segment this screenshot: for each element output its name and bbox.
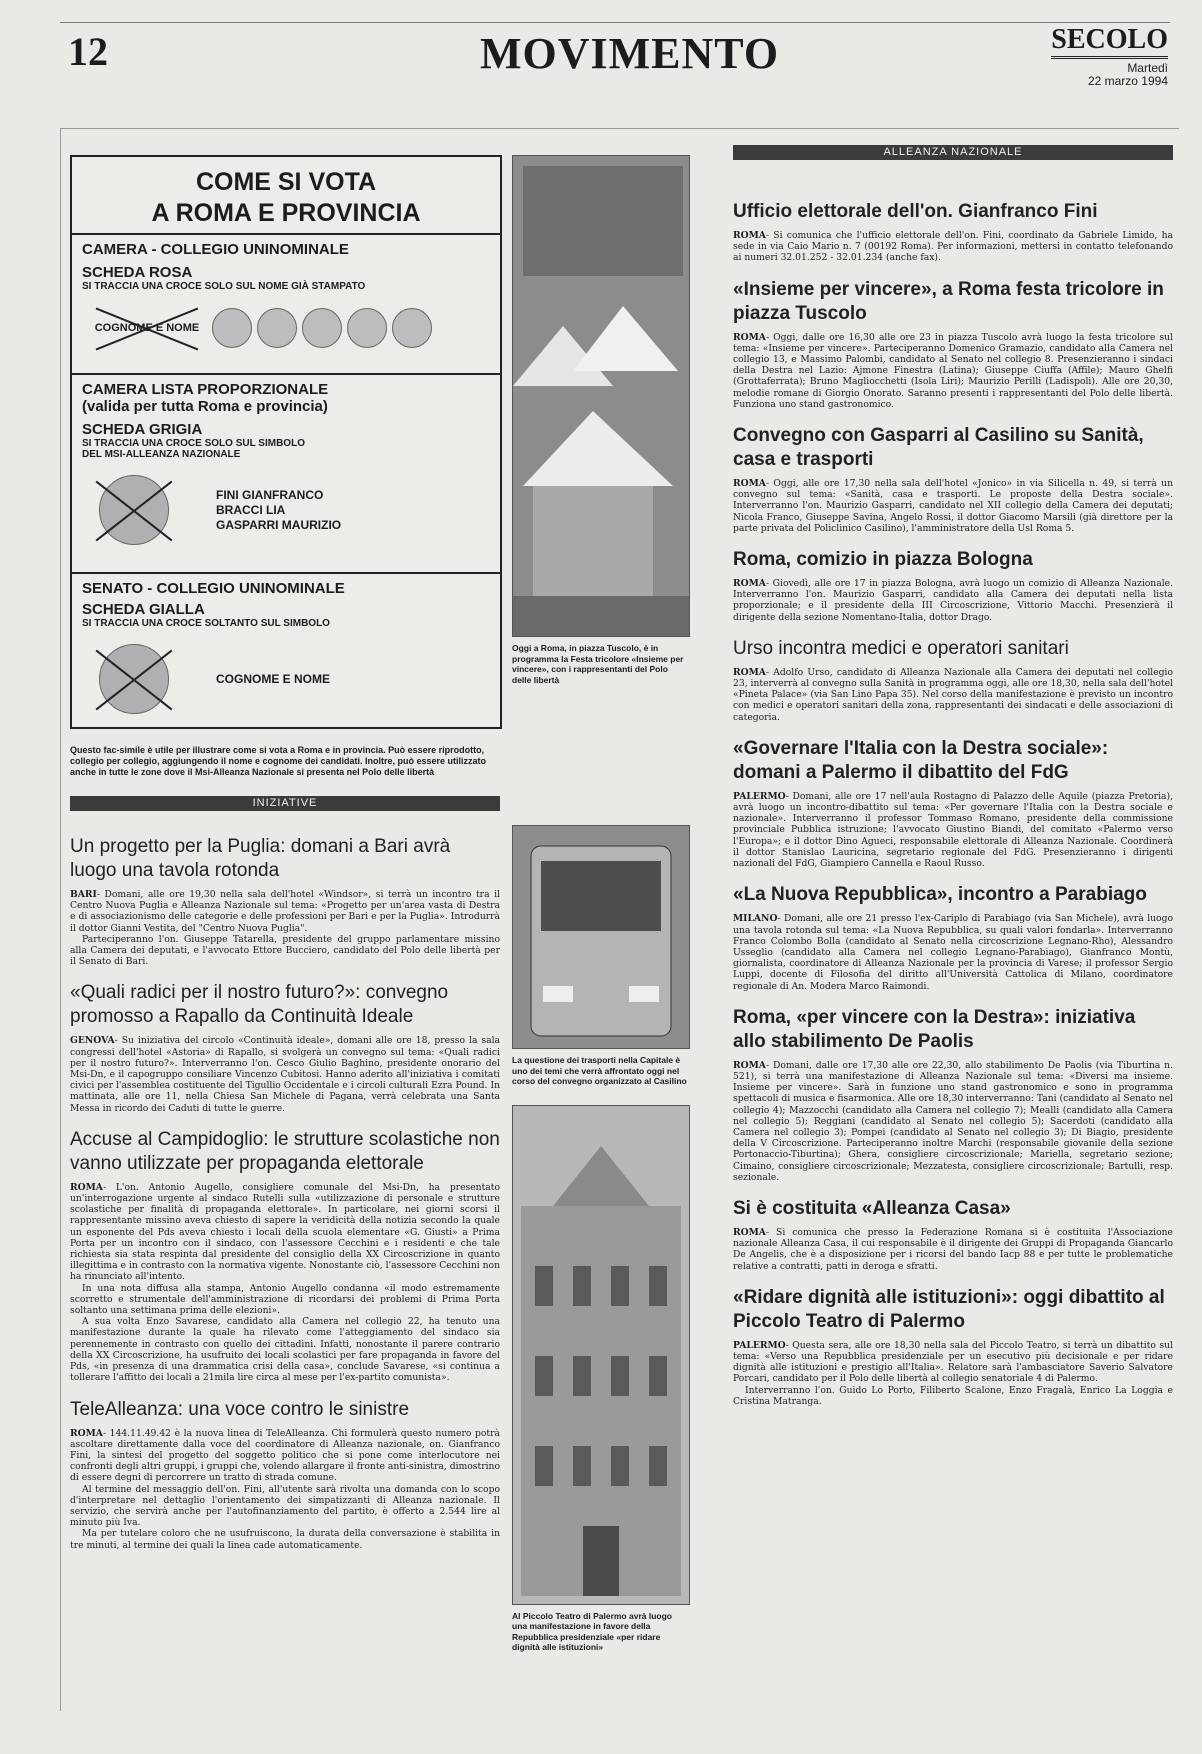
article-title: Roma, «per vincere con la Destra»: iniziativa allo stabilimento De Paolis	[733, 1006, 1136, 1052]
article-telealleanza: TeleAlleanza: una voce contro le sinistre ROMA- 144.11.49.42 è la nuova linea di TeleAlleanza. Chi formulerà questo numero potrà ascoltare direttamente dalla voce del coordinatore di Alleanza nazionale, on. Gianfranco Fini, la sintesi del progetto del soggetto politico che si pone come interlocutore nei confronti degli altri gruppi, i gruppi che, volendo allargare il fronte anti-sinistra, dimostrino di essere degni di percorrere un tratto di strada comune. Al termine del messaggio dell'on. Fini, all'utente sarà rivolta una domanda con lo scopo d'interpretare nel dettaglio l'orientamento dei simpatizzanti di Alleanza nazionale. Il servizio, che servirà anche per l'autofinanziamento del partito, è offerto a 2.544 lire al minuto più Iva. Ma per tutelare coloro che ne usufruiscono, la durata della conversazione è stabilita in tre minuti, al termine dei quali la linea cade automaticamente.	[70, 1398, 500, 1551]
article-urso: Urso incontra medici e operatori sanitari ROMA- Adolfo Urso, candidato di Alleanza Nazionale alla Camera dei deputati nel collegio 23, interverrà al convegno sulla Sanità in programma oggi, alle ore 18,30, nella sala dell'hotel «Pineta Palace» (via San Lino Papa 35). Nel corso della manifestazione è previsto un incontro con medici e operatori sanitari della zona, rappresentanti dei sindacati e delle associazioni di categoria.	[733, 637, 1173, 723]
pink-ballot-sample	[82, 300, 490, 356]
left-column	[70, 155, 500, 1551]
issue-date: Martedì 22 marzo 1994	[1087, 61, 1168, 88]
photo-caption: La questione dei trasporti nella Capitale è uno dei temi che verrà affrontato oggi nel corso del convegno organizzato al Casilino	[512, 1055, 687, 1086]
grey-ballot-sample	[82, 468, 490, 552]
crossed-senate-symbol-icon	[82, 637, 186, 721]
crossed-an-symbol-icon	[82, 468, 186, 552]
candidate-list: FINI GIANFRANCO BRACCI LIA GASPARRI MAURIZIO	[216, 487, 342, 532]
article-festa-tricolore: «Insieme per vincere», a Roma festa tricolore in piazza Tuscolo ROMA- Oggi, dalle ore 16,30 alle ore 23 in piazza Tuscolo avrà luogo la festa tricolore sul tema: «Insieme per vincere». Parteciperanno Domenico Gramazio, candidato alla Camera nel collegio 13, e Massimo Palombi, candidato al Senato nel collegio 8. Presenzieranno i sindaci della Destra nel Lazio: Ajmone Finestra (Latina); Giuseppe Ciuffa (Affile); Mauro Ghelfi (Grottaferrata); Bruno Magliocchetti (Isola Liri); Maurizio Perilli (Ladispoli). Alle ore 20,30, melodie romane di Giorgio Onorato. Saranno presenti i rappresentanti del Polo delle libertà. Funziona uno stand gastronomico.	[733, 278, 1173, 410]
right-column	[733, 145, 1173, 1407]
photo-palermo-building	[512, 1105, 690, 1605]
yellow-ballot-sample: COGNOME E NOME	[82, 637, 490, 721]
section-band-iniziative: INIZIATIVE	[70, 796, 500, 811]
article-piccolo-teatro: «Ridare dignità alle istituzioni»: oggi dibattito al Piccolo Teatro di Palermo PALERMO- Questa sera, alle ore 18,30 nella sala del Piccolo Teatro, si terrà un dibattito sul tema: «Verso una Repubblica presidenziale per un esecutivo più decisionale e per ridare dignità alle istituzioni e prestigio all'Italia». Relatore sarà l'ambasciatore Saverio Salvatore Porcari, candidato per il Polo delle libertà al collegio senatoriale 4 di Palermo. Interverranno l'on. Guido Lo Porto, Filiberto Scalone, Enzo Fragalà, Enrico La Loggia e Cristina Matranga.	[733, 1286, 1173, 1407]
festival-tents-image	[513, 156, 689, 636]
article-title: «Quali radici per il nostro futuro?»: convegno promosso a Rapallo da Continuità Ideale	[70, 982, 449, 1028]
article-ufficio-fini: Ufficio elettorale dell'on. Gianfranco Fini ROMA- Si comunica che l'ufficio elettorale dell'on. Fini, coordinato da Gabriele Limido, ha sede in via Caio Mario n. 7 (00192 Roma). Per informazioni, mettersi in contatto telefonando ai numeri 32.01.252 - 32.01.234 (anche fax).	[733, 201, 1173, 264]
section-band-alleanza-nazionale: ALLEANZA NAZIONALE	[733, 145, 1173, 160]
article-de-paolis: Roma, «per vincere con la Destra»: iniziativa allo stabilimento De Paolis ROMA- Domani, dalle ore 17,30 alle ore 22,30, allo stabilimento De Paolis (via Tiburtina n. 521), si terrà una manifestazione di Alleanza Nazionale sul tema: «Diversi ma insieme. Insieme per vincere». Sarà in funzione uno stand gastronomico e sono in programma spettacoli di musica e fisarmonica. Alle ore 18,30 interverranno: Tani (candidato al Senato nel collegio 4); Mazzocchi (candidato alla Camera nel collegio 7); Mealli (candidato alla Camera nel collegio 5); Reggiani (candidato al Senato nel collegio 5); Sacerdoti (candidato alla Camera nel collegio 3); Pompei (candidato al Senato nel collegio 3); Di Biagio, presidente della V Circoscrizione. Parteciperanno inoltre Marchi (responsabile giovanile della sezione Portonaccio-Tiburtina); Ghera, consigliere circoscrizionale; Mariella, segretario sezione; Cimaino, consigliere circoscrizionale; Mezzatesta, consigliere circoscrizionale; Bartulli, resp. sezionale.	[733, 1006, 1173, 1183]
newspaper-logo: SECOLO	[1051, 24, 1168, 59]
article-campidoglio: Accuse al Campidoglio: le strutture scolastiche non vanno utilizzate per propaganda elettorale ROMA- L'on. Antonio Augello, consigliere comunale del Msi-Dn, ha presentato un'interrogazione urgente al sindaco Rutelli sulla «utilizzazione di personale e strutture scolastiche per finalità di propaganda elettorale». In particolare, nei giorni scorsi il rappresentante missino aveva chiesto di sapere la veridicità della notizia secondo la quale un esponente del Pds aveva chiesto i locali della scuola elementare «G. Giusti» a Prima Porta per un incontro con il sindaco, con l'assessore Cecchini e i residenti e che tale richiesta sia stata respinta dal presidente del consiglio della XX Circoscrizione in quanto illegittima e in contrasto con la normativa vigente. Nonostante ciò, l'assessore Cecchini non ha rinunciato all'intento. In una nota diffusa alla stampa, Antonio Augello condanna «il modo estremamente scorretto e strumentale dell'amministrazione di ricordarsi dei problemi di Prima Porta soltanto una settimana prima delle elezioni». A sua volta Enzo Savarese, candidato alla Camera nel collegio 22, ha tenuto una manifestazione durante la quale ha rilevato come l'atteggiamento del sindaco sia perennemente in contrasto con quello dei cittadini. Infatti, nonostante il parere contrario della XX Circoscrizione, ha usufruito dei locali scolastici per fare propaganda in favore del Pds, «in presenza di una drammatica crisi della casa», conclude Savarese, «si continua a tollerare l'affitto dei locali a 21mila lire circa al mese per l'ex-partito comunista».	[70, 1128, 500, 1384]
article-alleanza-casa: Si è costituita «Alleanza Casa» ROMA- Si comunica che presso la Federazione Romana si è costituita l'Associazione nazionale Alleanza Casa, il cui responsabile è il dirigente dei Gruppi di Propaganda Giancarlo De Angelis, che è a disposizione per i ricorsi del bando Iacp 88 e per tutte le problematiche relative a contratti, patti in deroga e sfratti.	[733, 1197, 1173, 1272]
article-title: «Governare l'Italia con la Destra sociale»: domani a Palermo il dibattito del FdG	[733, 737, 1109, 783]
masthead	[60, 18, 1170, 88]
article-title: TeleAlleanza: una voce contro le sinistre	[70, 1398, 410, 1420]
article-title: Ufficio elettorale dell'on. Gianfranco Fini	[733, 201, 1098, 222]
party-symbol-icon	[257, 308, 297, 348]
vote-guide-title: COME SI VOTA A ROMA E PROVINCIA	[151, 168, 421, 227]
article-title: Roma, comizio in piazza Bologna	[733, 549, 1033, 571]
photo-caption: Al Piccolo Teatro di Palermo avrà luogo una manifestazione in favore della Repubblica presidenziale «per ridare dignità alle istituzioni»	[512, 1610, 672, 1652]
article-title: Un progetto per la Puglia: domani a Bari avrà luogo una tavola rotonda	[70, 836, 451, 881]
article-title: Urso incontra medici e operatori sanitari	[733, 637, 1069, 659]
article-title: Si è costituita «Alleanza Casa»	[733, 1197, 1011, 1219]
camera-uninominale-section: CAMERA - COLLEGIO UNINOMINALE SCHEDA ROSA SI TRACCIA UNA CROCE SOLO SUL NOME GIÀ STAMPATO COGNOME E NOME	[72, 233, 500, 373]
article-title: «La Nuova Repubblica», incontro a Parabiago	[733, 884, 1147, 906]
party-symbol-icon	[302, 308, 342, 348]
bus-image	[513, 826, 689, 1048]
page-number: 12	[68, 29, 108, 74]
photo-column	[512, 155, 688, 1653]
article-title: Accuse al Campidoglio: le strutture scolastiche non vanno utilizzate per propaganda elettorale	[70, 1128, 500, 1174]
party-symbol-icon	[212, 308, 252, 348]
article-parabiago: «La Nuova Repubblica», incontro a Parabiago MILANO- Domani, alle ore 21 presso l'ex-Cariplo di Parabiago (via San Michele), avrà luogo una tavola rotonda sul tema: «La Nuova Repubblica, su quali valori fondarla». Interverranno Franco Colombo Bolla (candidato al Senato nella circoscrizione Legnano-Rho), Alessandro Usseglio (candidato alla Camera nel collegio Legnano-Parabiago), Gianfranco Montù, giornalista, coordinatore di Alleanza Nazionale per la provincia di Varese; il professor Sergio Luppi, docente di Filosofia del diritto all'Università Cattolica di Milano, coordinatore regionale di An. Modera Marco Raimondi.	[733, 884, 1173, 992]
crossed-name-box: COGNOME E NOME	[82, 300, 212, 356]
top-rule	[60, 22, 1170, 23]
senato-section: SENATO - COLLEGIO UNINOMINALE SCHEDA GIALLA SI TRACCIA UNA CROCE SOLTANTO SUL SIMBOLO COGNOME E NOME	[72, 572, 500, 725]
photo-piazza-tuscolo	[512, 155, 690, 637]
article-rapallo: «Quali radici per il nostro futuro?»: convegno promosso a Rapallo da Continuità Ideale GENOVA- Su iniziativa del circolo «Continuità ideale», domani alle ore 18, presso la sala congressi dell'hotel «Astoria» di Rapallo, si svolgerà un convegno sul tema: «Quali radici per il nostro futuro?». Interverranno l'on. Cesco Giulio Baghino, presidente onorario del Msi-Dn, e il capogruppo consiliare Vincenzo Cubitosi. Hanno aderito all'iniziativa i comitati civici per l'assemblea costituente del Tigullio Occidentale e i circoli culturali Ezra Pound. In mattinata, alle ore 11, nella Chiesa San Michele di Pagana, verrà celebrata una Santa Messa in ricordo dei Caduti di tutte le guerre.	[70, 982, 500, 1114]
party-symbol-icon	[347, 308, 387, 348]
building-facade-image	[513, 1106, 689, 1604]
article-piazza-bologna: Roma, comizio in piazza Bologna ROMA- Giovedì, alle ore 17 in piazza Bologna, avrà luogo un comizio di Alleanza Nazionale. Interverranno l'on. Maurizio Gasparri, candidato alla Camera dei deputati nella lista proporzionale; e il presidente della III Circoscrizione, Vittorio Macchi. Presenzierà il dirigente della sezione Nomentano-Italia, dottor Drago.	[733, 549, 1173, 623]
vote-guide-note: Questo fac-simile è utile per illustrare come si vota a Roma e in provincia. Può essere riprodotto, collegio per collegio, aggiungendo il nome e cognome dei candidati. Inoltre, può essere utilizzato anche in tutte le zone dove il Msi-Alleanza Nazionale si presenta nel Polo delle libertà	[70, 745, 487, 777]
article-destra-sociale: «Governare l'Italia con la Destra sociale»: domani a Palermo il dibattito del FdG PALERMO- Domani, alle ore 17 nell'aula Rostagno di Palazzo delle Aquile (piazza Pretoria), avrà luogo un incontro-dibattito sul tema: «Per governare l'Italia con la Destra sociale e nazionale». Interverranno il professor Tommaso Romano, presidente della commissione provinciale Pubblica istruzione; l'avvocato Giustino Biandi, del comitato «Palermo verso l'Europa»; e il dottor Dino Agueci, responsabile elettorale di Alleanza Nazionale. Coordinerà il dottor Stanislao Lauricina, segretario regionale del FdG. Presenzieranno i dirigenti nazionali del FdG, Giampiero Cannella e Raoul Russo.	[733, 737, 1173, 870]
photo-bus	[512, 825, 690, 1049]
article-title: «Insieme per vincere», a Roma festa tricolore in piazza Tuscolo	[733, 278, 1164, 324]
section-title: MOVIMENTO	[480, 29, 780, 78]
article-title: «Ridare dignità alle istituzioni»: oggi dibattito al Piccolo Teatro di Palermo	[733, 1286, 1165, 1332]
party-symbol-icon	[392, 308, 432, 348]
article-convegno-casilino: Convegno con Gasparri al Casilino su Sanità, casa e trasporti ROMA- Oggi, alle ore 17,30 nella sala dell'hotel «Jonico» in via Silicella n. 49, si terrà un convegno sul tema: «Sanità, casa e trasporti. Le proposte della Destra sociale». Interverranno l'on. Maurizio Gasparri, candidato nel XII collegio della Camera dei deputati; Nicola Franco, Giuseppe Savina, Angelo Rossi, il dottor Giacomo Marsili (già direttore per la parte privata del Policlinico Casilino), l'amministratore della Usl Roma 5.	[733, 425, 1173, 534]
camera-proporzionale-section: CAMERA LISTA PROPORZIONALE (valida per tutta Roma e provincia) SCHEDA GRIGIA SI TRACCIA UNA CROCE SOLO SUL SIMBOLO DEL MSI-ALLEANZA NAZIONALE FINI GIANFRANCO BRACCI LIA GASPARRI MAURIZIO	[72, 373, 500, 572]
article-puglia: Un progetto per la Puglia: domani a Bari avrà luogo una tavola rotonda BARI- Domani, alle ore 19,30 nella sala dell'hotel «Windsor», si terrà un incontro tra il Centro Nuova Puglia e Alleanza Nazionale sul tema: «Progetto per un'area vasta di Destra e di associazionismo delle categorie e delle professioni per Bari e per la Puglia». Introdurrà il dottor Gianni Vestita, del "Centro Nuova Puglia". Parteciperanno l'on. Giuseppe Tatarella, presidente del gruppo parlamentare missino alla Camera dei deputati, e l'avvocato Ettore Bucciero, candidato del Polo delle libertà per il Senato di Bari.	[70, 836, 500, 968]
article-title: Convegno con Gasparri al Casilino su Sanità, casa e trasporti	[733, 425, 1144, 471]
party-symbols	[212, 308, 437, 348]
vote-guide-box	[70, 155, 502, 729]
photo-caption: Oggi a Roma, in piazza Tuscolo, è in programma la Festa tricolore «Insieme per vincere», con i rappresentanti del Polo delle libertà	[512, 643, 684, 685]
